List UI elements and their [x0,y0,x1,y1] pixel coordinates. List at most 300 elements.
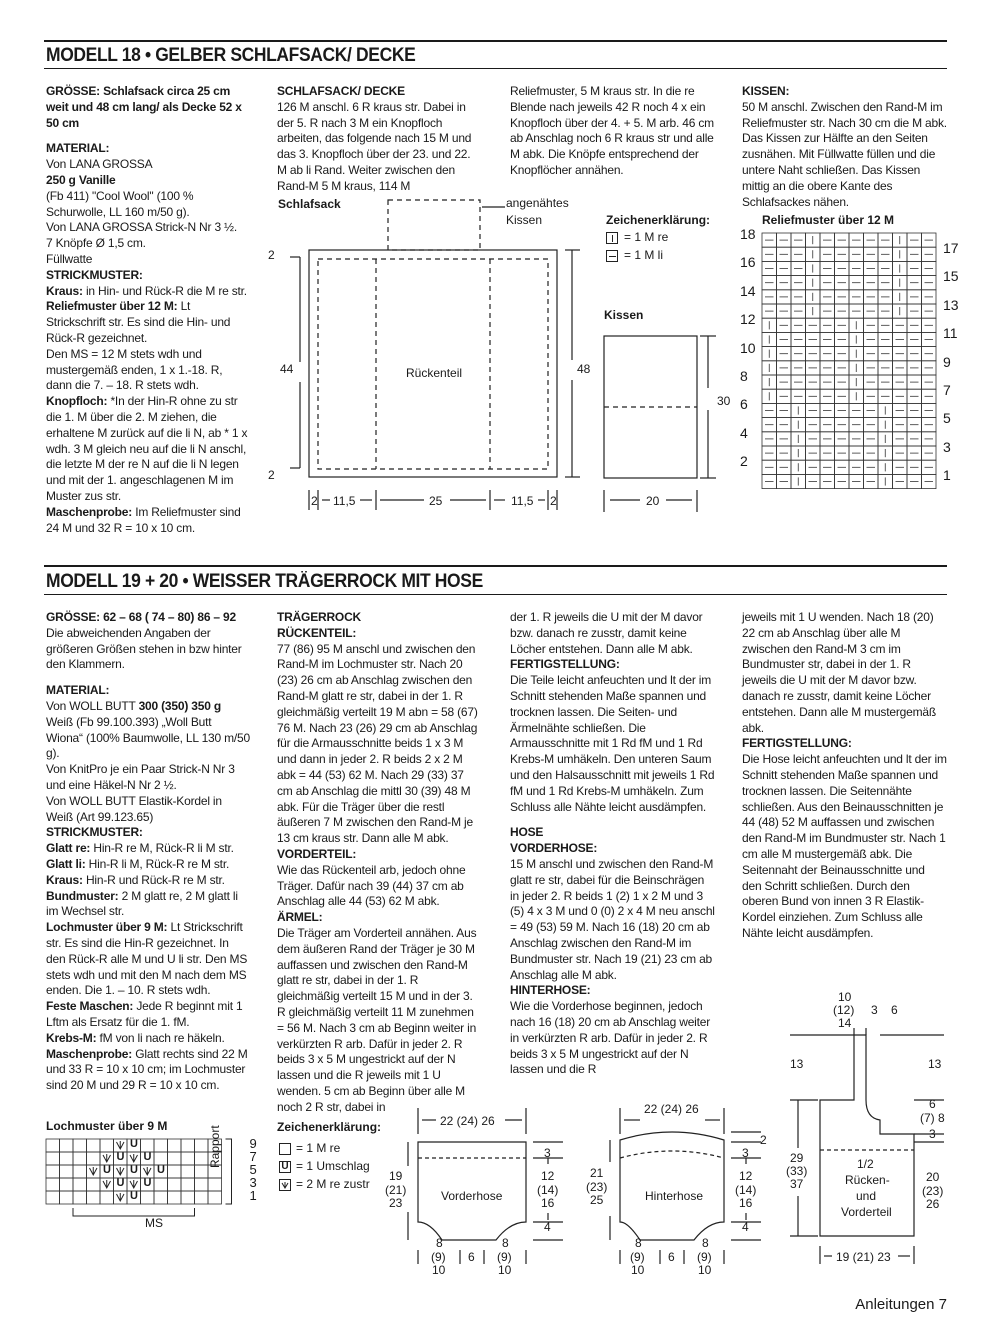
chart-cell [762,474,777,488]
chart-cell [864,460,879,474]
chart-cell [893,290,908,304]
chart-cell [849,418,864,432]
lochmuster-title: Lochmuster über 9 M [46,1119,168,1133]
chart-cell [60,1139,74,1152]
body-text: Füllwatte [46,251,93,266]
hinterhose-leg-l-c: 10 [631,1263,645,1277]
relief-row-number: 6 [740,396,748,413]
bold-text: GRÖSSE: 62 – 68 ( 74 – 80) 86 – 92 [46,610,236,624]
text-paragraph [742,736,947,752]
bold-text: HINTERHOSE: [510,983,591,998]
paragraph-gap [46,673,250,683]
lochmuster-ms-label: MS [145,1216,163,1230]
chart-cell [893,318,908,332]
text-paragraph [742,100,947,211]
chart-cell [777,361,792,375]
chart-cell [777,446,792,460]
legend-knit-box-icon [279,1143,291,1155]
bold-text: Glatt li: [46,856,86,871]
chart-cell [864,474,879,488]
chart-cell [762,389,777,403]
chart-cell [195,1165,209,1178]
chart-cell [893,304,908,318]
hinterhose-leg-l-b: (9) [630,1250,645,1264]
chart-cell [806,304,821,318]
m19-column-3 [510,610,715,1078]
body-text: Wie das Rückenteil arb, jedoch ohne Träger. Dafür nach 39 (44) 37 cm ab Anschlag alle 44 (53) 62 M abk. [277,862,466,909]
chart-cell [791,361,806,375]
lochmuster-row-number: 3 [249,1175,257,1190]
chart-cell [893,403,908,417]
chart-cell [849,375,864,389]
rock-top-b: (12) [833,1003,855,1017]
bold-text: VORDERTEIL: [277,846,357,861]
hinterhose-left-b: (23) [586,1180,608,1194]
relief-row-number: 11 [943,325,958,342]
chart-cell [922,432,937,446]
body-text: Die Teile leicht anfeuchten und lt der im Schnitt stehenden Maße spannen und trocknen lassen. Die Seiten- und Ärmelnähte schließen. Die Armausschnitte mit 1 Rd fM und 1 Rd Krebs-M umhäkeln. Den unteren Saum und den Halsausschnitt mit jeweils 1 Rd fM und 1 Rd Krebs-M umhäkeln. Zum Schluss alle Nähte leicht ausdämpfen. [510,673,715,814]
chart-cell [922,446,937,460]
chart-cell [922,261,937,275]
chart-cell [46,1139,60,1152]
k2tog-symbol [144,1167,152,1175]
chart-cell [835,361,850,375]
hinterhose-mid: 6 [668,1250,675,1264]
m19-column-4 [742,610,947,942]
chart-cell [777,233,792,247]
text-paragraph [742,752,947,942]
body-text: Von LANA GROSSA [46,157,153,172]
text-paragraph [46,141,250,157]
chart-cell [791,432,806,446]
chart-cell [922,361,937,375]
chart-cell [893,432,908,446]
chart-cell [762,460,777,474]
text-paragraph [46,873,250,889]
chart-cell [907,403,922,417]
chart-cell [922,418,937,432]
body-text: 126 M anschl. 6 R kraus str. Dabei in der 5. R nach 3 M ein Knopfloch arbeiten, das folgende nach 15 M und das 3. Knopfloch über der 23. und 22. M ab li Rand. Weiter zwischen den Rand-M 5 M kraus, 114 M [277,99,472,193]
chart-cell [878,418,893,432]
text-paragraph [510,673,715,815]
legend-yarnover-icon: U [279,1161,291,1173]
body-text: Im Reliefmuster sind 24 M und 32 R = 10 x 10 cm. [46,504,241,535]
chart-cell [806,261,821,275]
relief-row-number: 4 [740,424,748,441]
yarnover-symbol: U [130,1138,138,1150]
text-paragraph [510,983,715,999]
chart-cell [100,1178,114,1191]
rock-right-13: 13 [928,1057,942,1071]
chart-cell [878,290,893,304]
yarnover-symbol: U [116,1177,125,1189]
hinterhose-leg-r-c: 10 [698,1263,712,1277]
chart-cell [893,332,908,346]
bold-text: Maschenprobe: [46,504,133,519]
chart-cell [907,446,922,460]
relief-row-number: 1 [943,467,951,484]
m18-column-1 [46,84,250,536]
chart-cell [806,418,821,432]
chart-cell [922,290,937,304]
text-paragraph [46,299,250,346]
chart-cell [849,332,864,346]
bold-text: FERTIGSTELLUNG: [742,736,852,751]
chart-cell [820,432,835,446]
text-paragraph [46,157,250,173]
chart-cell [864,304,879,318]
text-paragraph [277,100,482,195]
chart-cell [835,290,850,304]
bold-text: RÜCKENTEIL: [277,625,357,640]
chart-cell [922,389,937,403]
body-text: Reliefmuster, 5 M kraus str. In die re Blende nach jeweils 42 R noch 4 x ein Knopfloch über der 4. + 5. M arb. 46 cm ab Anschlag noch 6 R kraus str und alle M abk. Die Knöpfe entsprechend der Knopflöcher annähen. [510,84,714,177]
rock-bottom-dim: 19 (21) 23 [836,1250,891,1264]
schlafsack-inner-dashed [318,259,548,469]
bold-text: Bundmuster: [46,888,119,903]
chart-cell [777,389,792,403]
legend-knit-label: = 1 M re [624,230,669,244]
chart-cell [849,276,864,290]
text-paragraph [277,926,482,1116]
chart-cell [181,1178,195,1191]
chart-cell [864,318,879,332]
bold-text: HOSE [510,825,544,840]
chart-cell [849,304,864,318]
chart-cell [907,375,922,389]
hinterhose-label: Hinterhose [645,1189,704,1203]
text-paragraph [46,505,250,537]
chart-cell [777,418,792,432]
chart-cell [73,1152,87,1165]
section-rule-bottom-18 [44,68,947,69]
chart-cell [806,474,821,488]
hinterhose-leg-l-a: 8 [635,1236,642,1250]
text-paragraph [46,394,250,505]
chart-cell [864,347,879,361]
yarnover-symbol: U [116,1151,125,1163]
chart-cell [864,446,879,460]
body-text: Weiß (Fb 99.100.393) „Woll Butt Wiona“ (100% Baumwolle, LL 130 m/50 g). [46,714,250,761]
chart-cell [849,290,864,304]
chart-cell [864,418,879,432]
bold-text: SCHLAFSACK/ DECKE [277,84,405,98]
legend-k2tog-icon [279,1179,291,1191]
chart-cell [893,375,908,389]
chart-cell [820,304,835,318]
yarnover-symbol: U [130,1190,138,1202]
chart-cell [195,1178,209,1191]
chart-cell [777,375,792,389]
k2tog-symbol [90,1167,98,1175]
rock-left-13: 13 [790,1057,804,1071]
vorderhose-r4: 4 [544,1220,551,1234]
chart-cell [835,332,850,346]
text-paragraph [742,610,947,736]
chart-cell [777,304,792,318]
chart-cell [806,460,821,474]
body-text: Die abweichenden Angaben der größeren Größen stehen in bzw hinter den Klammern. [46,625,242,672]
chart-cell [922,276,937,290]
chart-cell [820,247,835,261]
bold-text: FERTIGSTELLUNG: [510,657,620,672]
chart-cell [208,1191,222,1204]
chart-cell [922,460,937,474]
section-rule-top-18 [44,40,947,42]
chart-cell [791,460,806,474]
dim-height-44: 44 [280,362,294,376]
rock-label-a: 1/2 [857,1157,874,1171]
bold-text: STRICKMUSTER: [46,267,143,282]
dim-height-48: 48 [577,362,591,376]
legend-knit-box-label: = 1 M re [296,1141,341,1155]
relief-row-number: 15 [943,268,959,285]
rapport-bracket [226,1139,232,1204]
chart-cell [791,332,806,346]
text-paragraph [277,642,482,847]
rock-label-c: und [856,1189,877,1203]
chart-cell [791,318,806,332]
kissen-attached-outline [388,200,480,250]
bold-text: MATERIAL: [46,683,110,698]
paragraph-gap [510,815,715,825]
bold-text: MATERIAL: [46,141,110,156]
chart-cell [849,474,864,488]
chart-cell [907,361,922,375]
rock-right-b: (23) [922,1184,944,1198]
chart-cell [73,1165,87,1178]
dim-kissen-20: 20 [646,494,660,508]
chart-cell [907,290,922,304]
chart-cell [922,318,937,332]
rock-left-a: 29 [790,1151,804,1165]
chart-cell [806,403,821,417]
chart-cell [835,418,850,432]
text-paragraph [46,173,250,189]
m18-column-3 [510,84,715,179]
dim-bottom-b: 11,5 [333,494,356,508]
chart-cell [893,474,908,488]
chart-cell [87,1191,101,1204]
chart-cell [907,318,922,332]
chart-cell [922,233,937,247]
chart-cell [806,389,821,403]
legend-yarnover-label: = 1 Umschlag [296,1159,370,1173]
chart-cell [777,332,792,346]
chart-cell [762,347,777,361]
bold-text: Reliefmuster über 12 M: [46,299,178,314]
chart-cell [791,233,806,247]
chart-cell [820,361,835,375]
chart-cell [893,261,908,275]
chart-cell [893,446,908,460]
chart-cell [806,332,821,346]
body-text: Wie die Vorderhose beginnen, jedoch nach 16 (18) 20 cm ab Anschlag weiter in verkürzten R arb. Dafür in jeder 2. R beids 3 x 5 M ungestrickt auf der N lassen und die R [510,999,711,1077]
text-paragraph [46,610,250,626]
hinterhose-r4: 4 [742,1220,749,1234]
body-text: Von KnitPro je ein Paar Strick-N Nr 3 und eine Häkel-N Nr 2 ½. [46,762,235,792]
body-text: 7 Knöpfe Ø 1,5 cm. [46,236,146,251]
vorderhose-left-c: 23 [389,1196,403,1210]
chart-cell [820,474,835,488]
relief-row-number: 10 [740,339,756,356]
chart-cell [806,318,821,332]
lochmuster-rapport-label: Rapport [208,1125,222,1168]
chart-cell [820,460,835,474]
rock-left-b: (33) [786,1164,808,1178]
chart-cell [806,290,821,304]
chart-cell [922,304,937,318]
dim-kissen-30: 30 [717,394,731,408]
chart-cell [849,389,864,403]
legend-title-18: Zeichenerklärung: [606,213,711,227]
hinterhose-leg-r-a: 8 [702,1236,709,1250]
chart-cell [195,1139,209,1152]
chart-cell [791,418,806,432]
chart-cell [777,261,792,275]
chart-cell [878,347,893,361]
chart-cell [864,261,879,275]
vorderhose-label: Vorderhose [441,1189,503,1203]
rock-top-6: 6 [891,1003,898,1017]
text-paragraph [46,699,250,762]
bold-text: Lochmuster über 9 M: [46,920,168,935]
text-paragraph [277,610,482,626]
body-text: Lt Strickschrift str. Es sind die Hin- und Rück-R gezeichnet. [46,299,231,345]
chart-cell [806,347,821,361]
text-paragraph [46,1047,250,1094]
kissen-outline [604,336,697,478]
chart-cell [181,1152,195,1165]
chart-cell [208,1178,222,1191]
relief-row-number: 8 [740,368,748,384]
chart-cell [181,1165,195,1178]
chart-cell [195,1191,209,1204]
chart-cell [820,347,835,361]
chart-cell [762,403,777,417]
text-paragraph [510,610,715,657]
chart-cell [791,247,806,261]
chart-cell [878,446,893,460]
hinterhose-right-c: 16 [739,1196,753,1210]
vorderhose-mid: 6 [468,1250,475,1264]
dim-bottom-d: 11,5 [511,494,534,508]
body-text: Hin-R li M, Rück-R re M str. [85,856,230,871]
chart-cell [893,276,908,290]
chart-cell [806,233,821,247]
chart-cell [820,233,835,247]
m18-column-2 [277,84,482,195]
bold-text: Glatt re: [46,841,91,856]
chart-cell [820,332,835,346]
body-text: 15 M anschl und zwischen den Rand-M glatt re str, dabei für die Beinschrägen in jeder 2. R beids 1 (2) 1 x 2 M und 3 (5) 4 x 3 M und 0 (0) 2 x 4 M neu anschl = 49 (53) 59 M. Nach 16 (18) 20 cm ab Anschlag zwischen den Rand-M im Bundmuster str. Nach 19 (21) 23 cm ab Anschlag alle M abk. [510,856,715,982]
chart-cell [60,1178,74,1191]
chart-cell [777,318,792,332]
text-paragraph [277,863,482,910]
chart-cell [835,318,850,332]
chart-cell [762,375,777,389]
chart-cell [46,1165,60,1178]
chart-cell [181,1191,195,1204]
chart-cell [777,347,792,361]
rock-arm-c: 3 [929,1127,936,1141]
rock-right-a: 20 [926,1170,940,1184]
bold-text: VORDERHOSE: [510,841,598,856]
chart-cell [878,261,893,275]
legend-title-19: Zeichenerklärung: [277,1120,382,1134]
dim-bottom-c: 25 [429,494,443,508]
chart-cell [878,233,893,247]
section-rule-bottom-19 [44,594,947,595]
chart-cell [791,403,806,417]
chart-cell [820,389,835,403]
vorderhose-r3: 3 [544,1146,551,1160]
chart-cell [849,432,864,446]
relief-row-number: 14 [740,282,756,299]
chart-cell [893,233,908,247]
text-paragraph [277,626,482,642]
yarnover-symbol: U [143,1151,152,1163]
k2tog-symbol [130,1154,138,1162]
k2tog-symbol [117,1167,125,1175]
chart-cell [849,403,864,417]
relief-row-number: 13 [943,296,959,313]
chart-cell [791,375,806,389]
hinterhose-outline [620,1132,724,1240]
rock-top-3: 3 [871,1003,878,1017]
text-paragraph [46,268,250,284]
rock-label-d: Vorderteil [841,1205,892,1219]
relief-row-number: 7 [943,382,951,398]
relief-row-number: 18 [740,226,756,242]
chart-cell [777,474,792,488]
chart-cell [168,1152,182,1165]
chart-cell [141,1191,155,1204]
chart-cell [835,432,850,446]
m18-column-4 [742,84,947,210]
rock-right-c: 26 [926,1197,940,1211]
chart-cell [835,347,850,361]
chart-cell [864,389,879,403]
body-text: Hin-R re M, Rück-R li M str. [90,841,234,856]
body-text: jeweils mit 1 U wenden. Nach 18 (20) 22 cm ab Anschlag über alle M zwischen den Rand-M 3 cm im Bundmuster str, dabei in der 1. R jeweils die U mit der M davor bzw. danach re zusstr, damit keine Löcher entstehen. Dann alle M mustergemäß abk. [742,610,936,735]
chart-cell [820,403,835,417]
chart-cell [762,432,777,446]
body-text: Von LANA GROSSA Strick-N Nr 3 ½. [46,220,238,235]
chart-cell [907,304,922,318]
text-paragraph [46,762,250,794]
legend-purl-icon [606,250,618,262]
body-text: Hin-R und Rück-R re M str. [82,872,225,887]
body-text: 50 M anschl. Zwischen den Rand-M im Reliefmuster str. Nach 30 cm die M abk. Das Kissen zur Hälfte an den Seiten zusnähen. Mit Füllwatte füllen und die untere Naht schließen. Das Kissen mittig an die obere Kante des Schlafsackes nähen. [742,99,947,209]
chart-cell [168,1165,182,1178]
bold-text: Kraus: [46,283,83,298]
body-text: der 1. R jeweils die U mit der M davor bzw. danach re zusstr, damit keine Löcher entstehen. Dann alle M abk. [510,610,703,656]
paragraph-gap [46,131,250,141]
hinterhose-top-dim: 22 (24) 26 [644,1102,699,1116]
relief-row-number: 5 [943,410,951,427]
chart-cell [791,290,806,304]
chart-cell [907,432,922,446]
body-text: Die Träger am Vorderteil annähen. Aus dem äußeren Rand der Träger je 30 M auffassen und zwischen den Rand-M glatt re str, dabei in der 1. R gleichmäßig verteilt 15 M und in der 3. R gleichmäßig verteilt 11 M zunehmen = 56 M. Nach 3 cm ab Beginn weiter in verkürzten R arb. Dafür in jeder 2. R beids 3 x 5 M ungestrickt auf der N lassen und die R jeweils mit 1 U wenden. 5 cm ab Beginn über alle M noch 2 R str, dabei in [277,925,477,1114]
chart-cell [100,1139,114,1152]
legend-knit-icon [606,232,618,244]
bold-text: KISSEN: [742,84,790,98]
lochmuster-row-number: 7 [249,1149,257,1164]
chart-cell [777,290,792,304]
body-text: Lt Strickschrift str. Es sind die Hin-R gezeichnet. In den Rück-R alle M und U li str. Den MS stets wdh und mit den M nach dem MS enden. Die 1. – 10. R stets wdh. [46,920,248,998]
chart-cell [777,247,792,261]
